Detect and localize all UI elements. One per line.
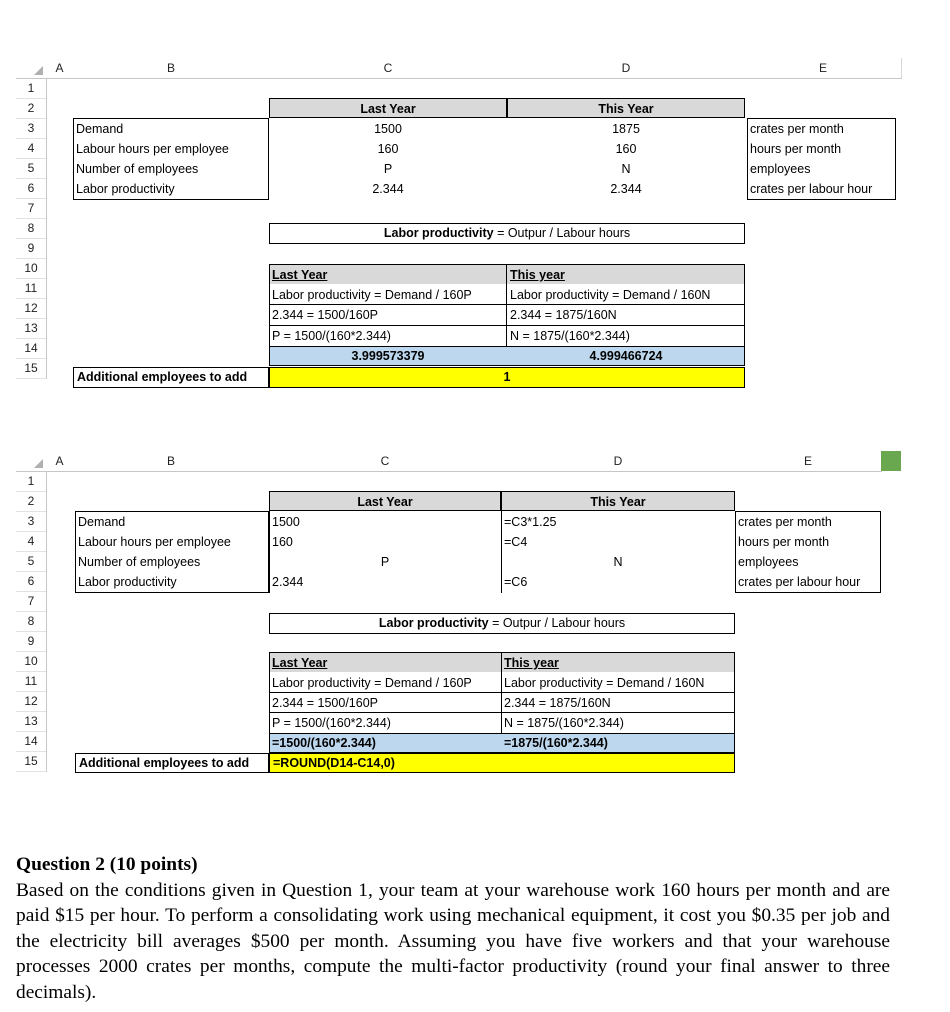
question-title: Question 2 (10 points) — [16, 854, 198, 875]
c4-cell[interactable]: 160 — [377, 142, 399, 156]
row-header-11[interactable]: 11 — [16, 278, 47, 299]
additional-employees-label[interactable]: Additional employees to add — [73, 367, 269, 388]
ty-title[interactable]: This year — [504, 656, 559, 670]
additional-employees-value[interactable]: =ROUND(D14-C14,0) — [269, 753, 735, 773]
this-year-header[interactable]: This Year — [507, 98, 745, 118]
label-employees[interactable]: Number of employees — [76, 162, 199, 176]
d6-cell[interactable]: =C6 — [504, 575, 528, 589]
row-header-7[interactable]: 7 — [16, 591, 47, 612]
column-header-a[interactable]: A — [46, 58, 74, 79]
row-header-2[interactable]: 2 — [16, 491, 47, 512]
label-demand[interactable]: Demand — [78, 515, 126, 529]
row-header-5[interactable]: 5 — [16, 158, 47, 179]
ly-result[interactable]: =1500/(160*2.344) — [272, 736, 376, 750]
question-body: Based on the conditions given in Question 1, your team at your warehouse work 160 hours per month and are paid $15 per hour. To perform a consolidating work using mechanical equipment, it cost you $0.35 per job and the electricity bill averages $500 per month. Assuming you have five workers and that your warehouse processes 2000 crates per months, compute the multi-factor productivity (round your final answer to three decimals). — [16, 879, 890, 1003]
column-header-d[interactable]: D — [507, 58, 746, 79]
row-header-4[interactable]: 4 — [16, 138, 47, 159]
ty-line-1[interactable]: Labor productivity = Demand / 160N — [504, 676, 705, 690]
row-header-9[interactable]: 9 — [16, 631, 47, 652]
ty-result[interactable]: 4.999466724 — [589, 349, 663, 363]
d5-cell[interactable]: N — [613, 555, 623, 569]
column-header-e[interactable]: E — [735, 451, 882, 472]
row-header-10[interactable]: 10 — [16, 258, 47, 279]
ty-line-1[interactable]: Labor productivity = Demand / 160N — [510, 288, 711, 302]
unit-hours-month[interactable]: hours per month — [750, 142, 842, 156]
column-header-e[interactable]: E — [745, 58, 902, 79]
unit-hours-month[interactable]: hours per month — [738, 535, 830, 549]
last-year-header[interactable]: Last Year — [269, 98, 507, 118]
row-header-8[interactable]: 8 — [16, 218, 47, 239]
d6-cell[interactable]: 2.344 — [610, 182, 642, 196]
row-header-14[interactable]: 14 — [16, 731, 47, 752]
row-header-8[interactable]: 8 — [16, 611, 47, 632]
ly-title[interactable]: Last Year — [272, 268, 328, 282]
this-year-header[interactable]: This Year — [501, 491, 735, 511]
unit-employees[interactable]: employees — [738, 555, 799, 569]
ly-line-3[interactable]: P = 1500/(160*2.344) — [272, 716, 391, 730]
row-header-1[interactable]: 1 — [16, 471, 47, 492]
row-header-15[interactable]: 15 — [16, 751, 47, 772]
row-header-5[interactable]: 5 — [16, 551, 47, 572]
formula-label: Labor productivity — [383, 226, 494, 240]
label-employees[interactable]: Number of employees — [78, 555, 201, 569]
column-header-b[interactable]: B — [73, 451, 270, 472]
column-header-c[interactable]: C — [269, 58, 508, 79]
question-block — [16, 852, 890, 1005]
ly-result[interactable]: 3.999573379 — [351, 349, 425, 363]
ty-title[interactable]: This year — [510, 268, 565, 282]
unit-crates-labour-hour[interactable]: crates per labour hour — [750, 182, 873, 196]
ty-line-3[interactable]: N = 1875/(160*2.344) — [504, 716, 624, 730]
row-header-13[interactable]: 13 — [16, 711, 47, 732]
last-year-header[interactable]: Last Year — [269, 491, 501, 511]
select-all-triangle-icon — [34, 66, 43, 75]
unit-crates-labour-hour[interactable]: crates per labour hour — [738, 575, 861, 589]
row-header-10[interactable]: 10 — [16, 651, 47, 672]
ly-line-1[interactable]: Labor productivity = Demand / 160P — [272, 676, 472, 690]
ly-line-2[interactable]: 2.344 = 1500/160P — [272, 696, 378, 710]
productivity-formula-cell[interactable] — [269, 613, 735, 634]
d4-cell[interactable]: =C4 — [504, 535, 528, 549]
row-header-15[interactable]: 15 — [16, 358, 47, 379]
row-header-13[interactable]: 13 — [16, 318, 47, 339]
ly-title[interactable]: Last Year — [272, 656, 328, 670]
ly-line-1[interactable]: Labor productivity = Demand / 160P — [272, 288, 472, 302]
d4-cell[interactable]: 160 — [615, 142, 637, 156]
row-header-6[interactable]: 6 — [16, 178, 47, 199]
column-header-d[interactable]: D — [501, 451, 736, 472]
ty-line-2[interactable]: 2.344 = 1875/160N — [510, 308, 617, 322]
spreadsheet-top — [16, 58, 901, 392]
column-header-b[interactable]: B — [73, 58, 270, 79]
row-header-1[interactable]: 1 — [16, 78, 47, 99]
ly-line-2[interactable]: 2.344 = 1500/160P — [272, 308, 378, 322]
row-header-12[interactable]: 12 — [16, 691, 47, 712]
row-header-11[interactable]: 11 — [16, 671, 47, 692]
c4-cell[interactable]: 160 — [272, 535, 293, 549]
unit-employees[interactable]: employees — [750, 162, 811, 176]
unit-crates-month[interactable]: crates per month — [750, 122, 844, 136]
selection-marker — [881, 451, 901, 471]
row-header-3[interactable]: 3 — [16, 118, 47, 139]
ty-result[interactable]: =1875/(160*2.344) — [504, 736, 608, 750]
d3-cell[interactable]: =C3*1.25 — [504, 515, 557, 529]
spreadsheet-bottom — [16, 451, 901, 781]
row-header-12[interactable]: 12 — [16, 298, 47, 319]
row-header-7[interactable]: 7 — [16, 198, 47, 219]
label-productivity[interactable]: Labor productivity — [78, 575, 177, 589]
select-all-corner[interactable] — [16, 451, 47, 472]
c6-cell[interactable]: 2.344 — [272, 575, 304, 589]
c5-cell[interactable]: P — [380, 555, 390, 569]
c5-cell[interactable]: P — [383, 162, 393, 176]
label-labour-hours[interactable]: Labour hours per employee — [78, 535, 231, 549]
formula-label: Labor productivity — [378, 616, 489, 630]
ty-line-3[interactable]: N = 1875/(160*2.344) — [510, 329, 630, 343]
row-header-6[interactable]: 6 — [16, 571, 47, 592]
formula-text: = Outpur / Labour hours — [493, 226, 631, 240]
column-header-a[interactable]: A — [46, 451, 74, 472]
label-labour-hours[interactable]: Labour hours per employee — [76, 142, 229, 156]
row-header-3[interactable]: 3 — [16, 511, 47, 532]
unit-crates-month[interactable]: crates per month — [738, 515, 832, 529]
productivity-formula-cell[interactable] — [269, 223, 745, 244]
ly-line-3[interactable]: P = 1500/(160*2.344) — [272, 329, 391, 343]
row-header-9[interactable]: 9 — [16, 238, 47, 259]
additional-employees-label[interactable]: Additional employees to add — [75, 753, 269, 773]
ty-line-2[interactable]: 2.344 = 1875/160N — [504, 696, 611, 710]
c6-cell[interactable]: 2.344 — [372, 182, 404, 196]
d3-cell[interactable]: 1875 — [612, 122, 640, 136]
column-header-c[interactable]: C — [269, 451, 502, 472]
select-all-corner[interactable] — [16, 58, 47, 79]
row-header-4[interactable]: 4 — [16, 531, 47, 552]
label-demand[interactable]: Demand — [76, 122, 124, 136]
additional-employees-value[interactable]: 1 — [269, 367, 745, 388]
select-all-triangle-icon — [34, 459, 43, 468]
c3-cell[interactable]: 1500 — [374, 122, 402, 136]
formula-text: = Outpur / Labour hours — [488, 616, 626, 630]
label-productivity[interactable]: Labor productivity — [76, 182, 175, 196]
row-header-14[interactable]: 14 — [16, 338, 47, 359]
d5-cell[interactable]: N — [621, 162, 631, 176]
c3-cell[interactable]: 1500 — [272, 515, 300, 529]
row-header-2[interactable]: 2 — [16, 98, 47, 119]
